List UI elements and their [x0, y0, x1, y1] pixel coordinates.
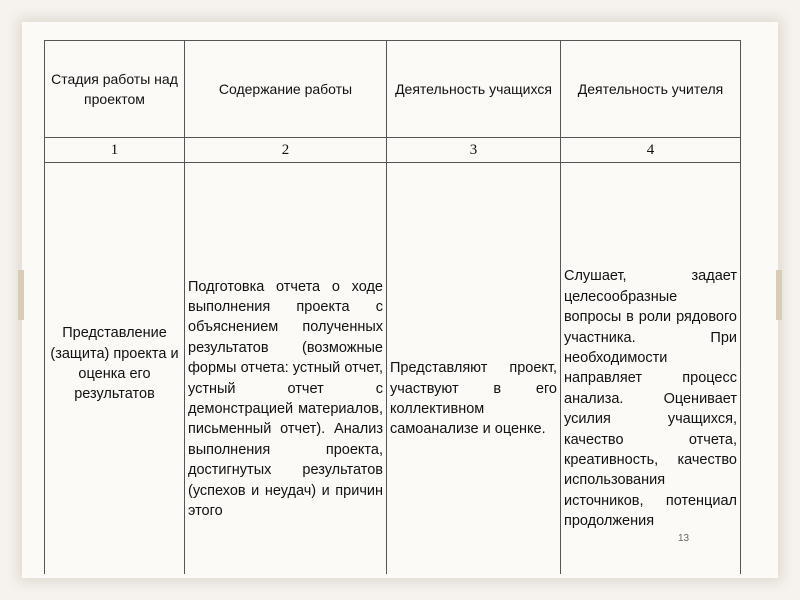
- column-number: 4: [561, 138, 741, 163]
- cell-students: Представляют проект, участвуют в его коллективном самоанализе и оценке.: [387, 163, 561, 575]
- column-number: 2: [185, 138, 387, 163]
- cell-stage: Представление (защита) проекта и оценка его результатов: [45, 163, 185, 575]
- column-number: 3: [387, 138, 561, 163]
- header-students: Деятельность учащихся: [387, 41, 561, 138]
- table-container: [44, 40, 744, 574]
- column-number-row: [45, 138, 741, 163]
- table-row: [45, 163, 741, 575]
- cell-content: Подготовка отчета о ходе выполнения проекта с объяснением полученных результатов (возможные формы отчета: устный отчет, устный отчет с демонстрацией материалов, письменный отчет). Анализ выполнения проекта, достигнутых результатов (успехов и неудач) и причин этого: [185, 163, 387, 575]
- page-number: 13: [678, 533, 690, 544]
- header-teacher: Деятельность учителя: [561, 41, 741, 138]
- table-header-row: [45, 41, 741, 138]
- project-stages-table: [44, 40, 741, 574]
- left-accent-bar: [18, 270, 24, 320]
- cell-teacher: Слушает, задает целесообразные вопросы в роли рядового участника. При необходимости направляет процесс анализа. Оценивает усилия учащихся, качество отчета, креативность, качество использования источников, потенциал продолжения: [561, 163, 741, 575]
- header-content: Содержание работы: [185, 41, 387, 138]
- header-stage: Стадия работы над проектом: [45, 41, 185, 138]
- right-accent-bar: [776, 270, 782, 320]
- column-number: 1: [45, 138, 185, 163]
